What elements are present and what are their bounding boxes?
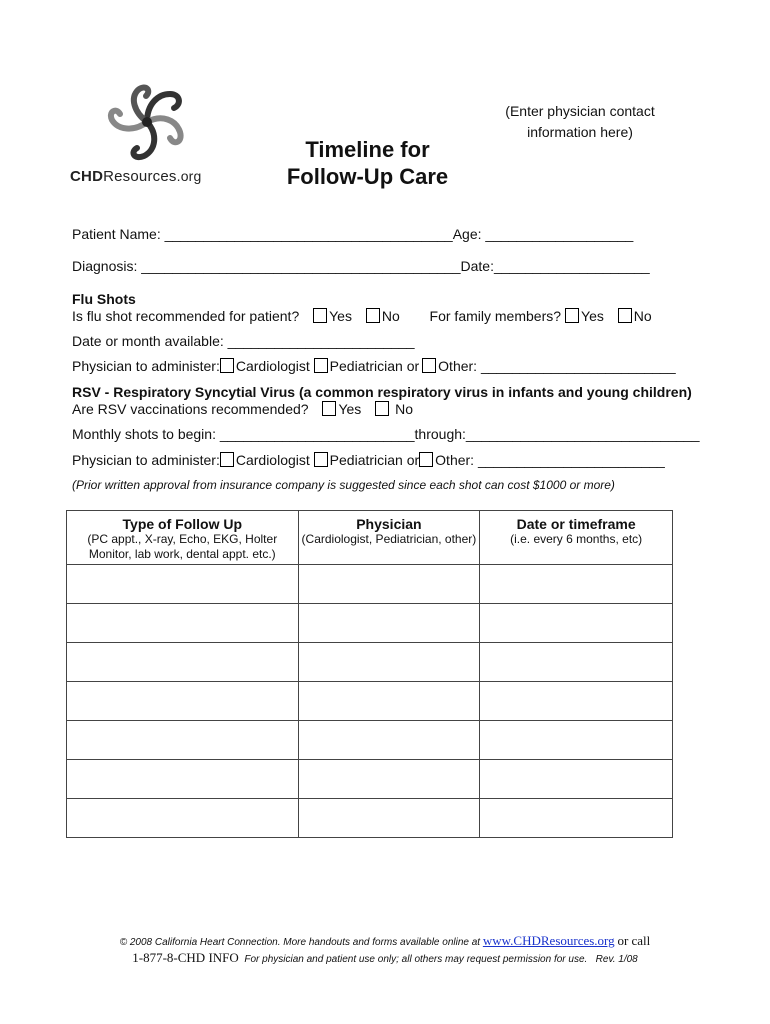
flu-family-yes-label: Yes [581,308,604,324]
date-field[interactable]: ____________________ [493,258,650,274]
table-cell[interactable] [298,643,480,682]
flu-recommend-line [72,308,652,324]
footer-copyright: © 2008 California Heart Connection. More handouts and forms available online at [119,937,481,948]
diagnosis-field[interactable]: _________________________________________ [141,258,461,274]
table-cell[interactable] [67,643,299,682]
table-row [67,721,673,760]
flu-pediatrician-checkbox[interactable] [314,358,328,373]
column-header-type [67,511,299,565]
footer-line-2 [0,950,770,966]
chd-resources-logo [70,82,230,192]
table-cell[interactable] [480,604,673,643]
table-cell[interactable] [298,604,480,643]
rsv-cardiologist-label: Cardiologist [235,452,310,468]
rsv-pediatrician-checkbox[interactable] [314,452,328,467]
patient-name-label: Patient Name: [72,226,161,242]
flu-physician-line [72,358,676,374]
column-header-type-title: Type of Follow Up [122,516,243,532]
rsv-yes-label: Yes [338,401,362,417]
flu-cardiologist-checkbox[interactable] [220,358,234,373]
rsv-cardiologist-checkbox[interactable] [220,452,234,467]
flu-date-label: Date or month available: [72,333,224,349]
table-cell[interactable] [298,721,480,760]
table-cell[interactable] [480,565,673,604]
flu-other-field[interactable]: _________________________ [480,358,676,374]
rsv-recommend-line [72,401,413,417]
rsv-yes-checkbox[interactable] [322,401,336,416]
flu-no-label: No [381,308,400,324]
rsv-question: Are RSV vaccinations recommended? [72,401,309,417]
rsv-monthly-label: Monthly shots to begin: [72,426,216,442]
insurance-note: (Prior written approval from insurance company is suggested since each shot can cost $1000 or more) [72,478,615,492]
flu-yes-checkbox[interactable] [313,308,327,323]
rsv-physician-label: Physician to administer: [72,452,220,468]
table-row [67,799,673,838]
table-cell[interactable] [67,604,299,643]
date-label: Date: [460,258,494,274]
table-cell[interactable] [480,682,673,721]
rsv-pediatrician-label: Pediatrician [329,452,403,468]
flu-shots-heading: Flu Shots [72,291,136,307]
page-title: Timeline for Follow-Up Care [286,137,449,189]
rsv-monthly-line [72,426,700,442]
column-header-physician-title: Physician [356,516,422,532]
flu-cardiologist-label: Cardiologist [235,358,310,374]
flu-date-field[interactable]: ________________________ [227,333,415,349]
flu-physician-label: Physician to administer: [72,358,220,374]
flu-or-text: or [406,358,420,374]
table-cell[interactable] [67,760,299,799]
physician-contact-placeholder: (Enter physician contact information here) [505,103,655,140]
diagnosis-label: Diagnosis: [72,258,138,274]
rsv-heading [72,384,692,400]
rsv-no-label: No [395,401,413,417]
rsv-monthly-field[interactable]: _________________________ [219,426,415,442]
table-row [67,682,673,721]
table-row [67,604,673,643]
table-cell[interactable] [298,799,480,838]
footer-revision: Rev. 1/08 [595,954,638,965]
flu-yes-label: Yes [329,308,352,324]
column-header-date-sub: (i.e. every 6 months, etc) [510,532,643,546]
rsv-no-checkbox[interactable] [375,401,389,416]
column-header-physician-sub: (Cardiologist, Pediatrician, other) [301,532,477,546]
footer-phone: 1-877-8-CHD INFO [132,950,239,965]
table-cell[interactable] [480,799,673,838]
table-row [67,565,673,604]
footer-line-1 [0,933,770,949]
column-header-physician [298,511,480,565]
footer-usage: For physician and patient use only; all others may request permission for use. [244,954,588,965]
table-cell[interactable] [480,721,673,760]
flu-other-checkbox[interactable] [422,358,436,373]
flu-no-checkbox[interactable] [366,308,380,323]
column-header-date [480,511,673,565]
flu-date-line [72,333,415,349]
rsv-through-label: through: [414,426,466,442]
rsv-or-text: or [406,452,420,468]
table-header-row [67,511,673,565]
patient-name-field[interactable]: _____________________________________ [164,226,453,242]
table-cell[interactable] [67,721,299,760]
table-row [67,760,673,799]
table-row [67,643,673,682]
table-cell[interactable] [298,565,480,604]
flu-other-label: Other: [438,358,478,374]
footer-or-call: or call [617,933,651,948]
table-cell[interactable] [67,565,299,604]
rsv-physician-line [72,452,665,468]
flu-family-question: For family members? [429,308,562,324]
table-cell[interactable] [67,682,299,721]
column-header-date-title: Date or timeframe [516,516,636,532]
age-field[interactable]: ___________________ [485,226,634,242]
table-cell[interactable] [480,643,673,682]
follow-up-table [66,510,673,838]
rsv-other-checkbox[interactable] [419,452,433,467]
patient-name-line [72,226,633,242]
age-label: Age: [452,226,482,242]
flu-pediatrician-label: Pediatrician [329,358,403,374]
rsv-other-label: Other: [435,452,475,468]
table-cell[interactable] [480,760,673,799]
table-cell[interactable] [298,682,480,721]
flu-family-yes-checkbox[interactable] [565,308,579,323]
column-header-type-sub: (PC appt., X-ray, Echo, EKG, Holter Monitor, lab work, dental appt. etc.) [87,532,278,561]
diagnosis-line [72,258,650,274]
logo-wordmark: CHDResources.org [70,168,202,185]
rsv-heading-note: (a common respiratory virus in infants and young children) [298,384,692,400]
table-cell[interactable] [298,760,480,799]
rsv-through-field[interactable]: ______________________________ [465,426,700,442]
table-cell[interactable] [67,799,299,838]
rsv-other-field[interactable]: ________________________ [477,452,665,468]
flu-question: Is flu shot recommended for patient? [72,308,300,324]
rsv-heading-title: RSV - Respiratory Syncytial Virus [72,384,296,400]
flu-family-no-label: No [633,308,652,324]
footer-website-link[interactable]: www.CHDResources.org [482,933,615,948]
flu-family-no-checkbox[interactable] [618,308,632,323]
swirl-logo-icon [100,82,195,166]
